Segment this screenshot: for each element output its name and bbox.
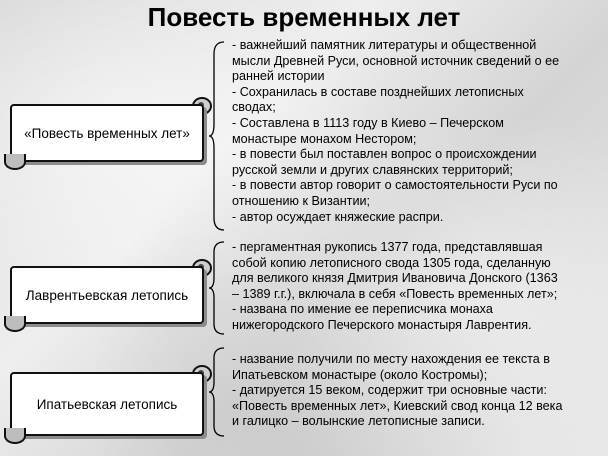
brace-icon: [208, 40, 226, 232]
section-label: Лаврентьевская летопись: [25, 287, 189, 303]
text-line: – 1389 г.г.), включала в себя «Повесть временных лет»;: [232, 286, 558, 301]
text-line: - в повести автор говорит о самостоятельности Руси по: [232, 178, 558, 193]
text-line: - автор осуждает княжеские распри.: [232, 209, 444, 224]
text-line: - пергаментная рукопись 1377 года, представлявшая: [232, 240, 543, 254]
text-line: отношению к Византии;: [232, 193, 371, 208]
scroll-body: [10, 372, 204, 436]
text-line: - важнейший памятник литературы и общественной: [232, 38, 537, 52]
text-line: нижегородского Печерского монастыря Лаврентия.: [232, 317, 532, 332]
scroll-tail-icon: [4, 316, 26, 332]
text-line: Ипатьевском монастыре (около Костромы);: [232, 367, 488, 382]
brace-icon: [208, 240, 226, 336]
text-line: - Сохранилась в составе позднейших летописных: [232, 84, 524, 99]
scroll-tail-icon: [4, 154, 26, 170]
scroll-label-ipatievskaya: [6, 372, 210, 436]
text-line: - Составлена в 1113 году в Киево – Печерском: [232, 115, 504, 130]
text-line: - названа по имение ее переписчика монаха: [232, 302, 493, 317]
scroll-label-lavrentievskaya: [6, 266, 210, 324]
text-line: и галицко – волынские летописные записи.: [232, 414, 485, 429]
section-label: «Повесть временных лет»: [24, 125, 190, 141]
text-line: русской земли и других славянских территорий;: [232, 162, 513, 177]
text-line: сводах;: [232, 100, 276, 115]
section-text-povest: [232, 38, 604, 225]
text-line: ранней истории: [232, 69, 325, 84]
scroll-label-povest: [6, 104, 210, 162]
page-title: Повесть временных лет: [147, 2, 461, 32]
section-text-ipatievskaya: [232, 352, 604, 430]
text-line: - название получили по месту нахождения ее текста в: [232, 352, 550, 366]
section-text-lavrentievskaya: [232, 240, 604, 334]
section-label: Ипатьевская летопись: [36, 396, 178, 412]
text-line: собой копию летописного свода 1305 года, сделанную: [232, 255, 551, 270]
text-line: - в повести был поставлен вопрос о происхождении: [232, 147, 537, 162]
text-line: монастыре монахом Нестором;: [232, 131, 417, 146]
text-line: - датируется 15 веком, содержит три основные части:: [232, 383, 547, 398]
brace-icon: [208, 346, 226, 438]
scroll-body: [10, 266, 204, 324]
text-line: для великого князя Дмитрия Ивановича Донского (1363: [232, 271, 558, 286]
scroll-body: [10, 104, 204, 162]
scroll-tail-icon: [4, 428, 26, 444]
text-line: мысли Древней Руси, основной источник сведений о ее: [232, 53, 560, 68]
text-line: «Повесть временных лет», Киевский свод конца 12 века: [232, 398, 563, 413]
